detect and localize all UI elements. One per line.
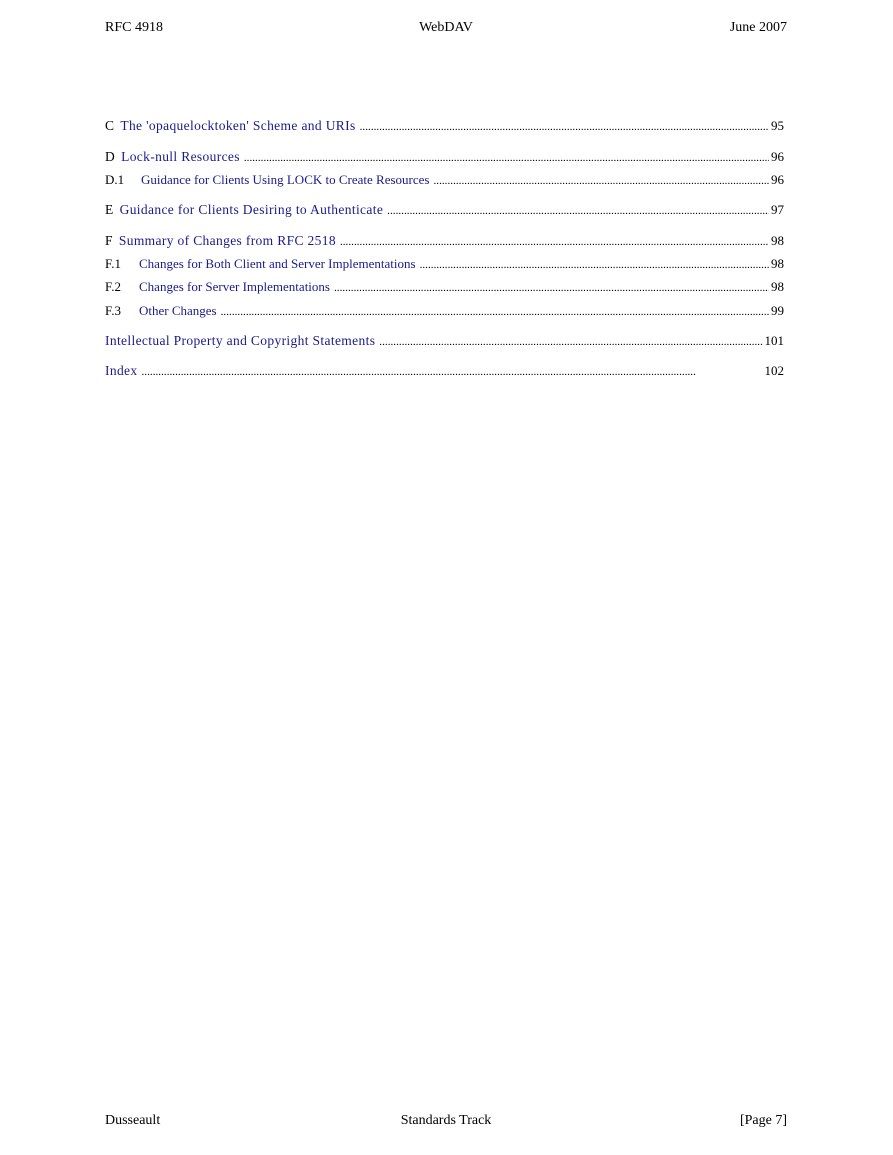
- toc-entry-ipr[interactable]: [105, 333, 784, 350]
- toc-entry-f-3[interactable]: [105, 303, 784, 320]
- toc-entry-number: F.1: [105, 256, 121, 271]
- toc-entry-page: 96: [771, 172, 784, 187]
- dot-leader: [379, 334, 762, 350]
- toc-entry-appendix-d[interactable]: [105, 149, 784, 166]
- toc-entry-number: C: [105, 118, 115, 133]
- toc-entry-link[interactable]: Index: [105, 363, 138, 378]
- toc-entry-link[interactable]: Changes for Both Client and Server Implementations: [139, 256, 416, 271]
- toc-entry-link[interactable]: Summary of Changes from RFC 2518: [118, 233, 336, 248]
- toc-entry-page: 98: [771, 256, 784, 271]
- toc-entry-appendix-f[interactable]: [105, 233, 784, 250]
- toc-entry-number: D: [105, 149, 116, 164]
- dot-leader: [244, 150, 769, 166]
- dot-leader: [340, 234, 769, 250]
- dot-leader: [334, 280, 769, 296]
- footer-page-number: [Page 7]: [739, 1113, 787, 1128]
- toc-entry-link[interactable]: Guidance for Clients Desiring to Authenticate: [119, 202, 384, 217]
- footer-category: Standards Track: [400, 1113, 492, 1128]
- toc-entry-page: 99: [771, 303, 784, 318]
- toc-entry-page: 102: [764, 363, 784, 378]
- dot-leader: [142, 364, 763, 380]
- toc-entry-number: F.2: [105, 279, 121, 294]
- toc-entry-page: 96: [771, 149, 784, 164]
- toc-entry-number: E: [105, 202, 114, 217]
- dot-leader: [420, 257, 769, 273]
- header-date: June 2007: [729, 20, 787, 35]
- toc-entry-page: 98: [771, 233, 784, 248]
- dot-leader: [221, 304, 769, 320]
- toc-entry-f-1[interactable]: [105, 256, 784, 273]
- toc-entry-number: F.3: [105, 303, 121, 318]
- toc-entry-link[interactable]: Other Changes: [139, 303, 217, 318]
- dot-leader: [433, 173, 769, 189]
- toc-entry-appendix-c[interactable]: [105, 118, 784, 135]
- toc-entry-index[interactable]: [105, 363, 784, 380]
- toc-entry-page: 98: [771, 279, 784, 294]
- header-rfc-number: RFC 4918: [105, 20, 163, 35]
- toc-entry-link[interactable]: Lock-null Resources: [121, 149, 240, 164]
- toc-entry-link[interactable]: Changes for Server Implementations: [139, 279, 330, 294]
- dot-leader: [387, 203, 769, 219]
- toc-entry-d-1[interactable]: [105, 172, 784, 189]
- footer-author: Dusseault: [105, 1113, 161, 1128]
- table-of-contents: [105, 0, 784, 1155]
- toc-entry-page: 97: [771, 202, 784, 217]
- toc-entry-appendix-e[interactable]: [105, 202, 784, 219]
- toc-entry-link[interactable]: Intellectual Property and Copyright Statements: [105, 333, 376, 348]
- toc-entry-page: 101: [764, 333, 784, 348]
- dot-leader: [360, 119, 769, 135]
- toc-entry-page: 95: [771, 118, 784, 133]
- toc-entry-link[interactable]: Guidance for Clients Using LOCK to Create Resources: [141, 172, 430, 187]
- toc-entry-number: F: [105, 233, 113, 248]
- toc-entry-number: D.1: [105, 172, 125, 187]
- header-title: WebDAV: [419, 20, 473, 35]
- toc-entry-link[interactable]: The 'opaquelocktoken' Scheme and URIs: [120, 118, 356, 133]
- toc-entry-f-2[interactable]: [105, 279, 784, 296]
